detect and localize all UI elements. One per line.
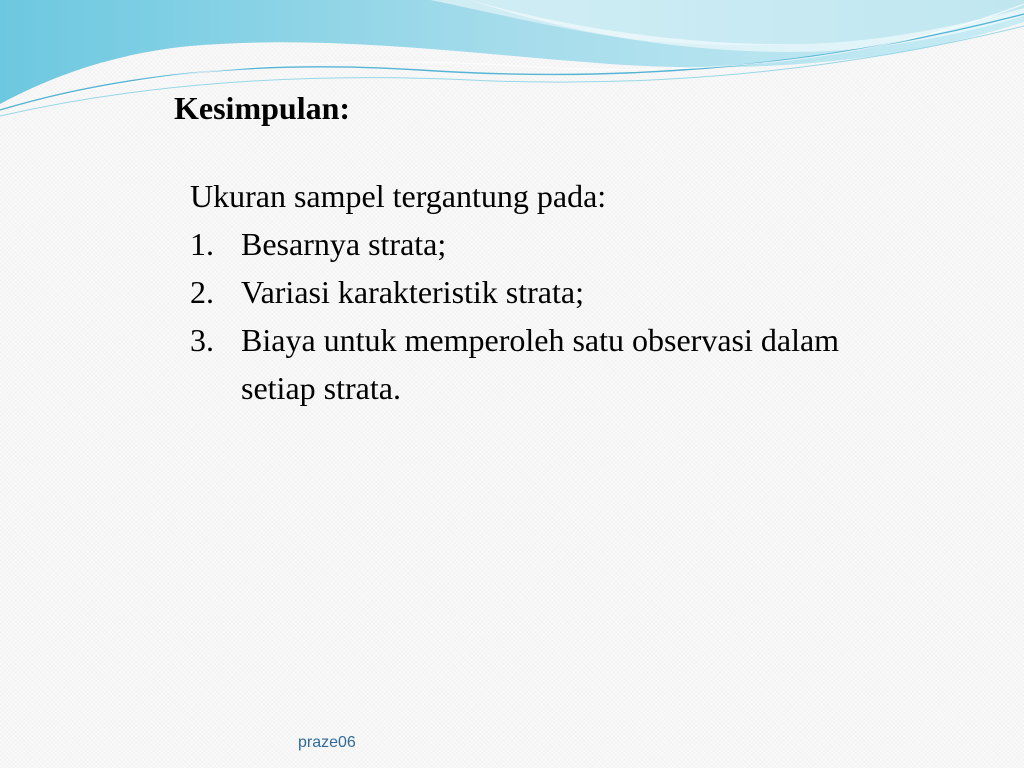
slide-title: Kesimpulan: <box>174 90 351 126</box>
slide-body <box>190 172 910 412</box>
list-item-number: 1. <box>190 226 214 262</box>
footer-text: praze06 <box>298 734 356 751</box>
numbered-list <box>190 220 910 412</box>
list-item <box>190 220 910 268</box>
list-item <box>190 316 910 412</box>
list-item <box>190 268 910 316</box>
intro-text: Ukuran sampel tergantung pada: <box>190 178 607 214</box>
list-item-number: 3. <box>190 322 214 358</box>
list-item-number: 2. <box>190 274 214 310</box>
list-item-text: Besarnya strata; <box>241 226 447 262</box>
header-wave-decoration <box>0 0 1024 130</box>
list-item-text: Variasi karakteristik strata; <box>241 274 584 310</box>
list-item-text: Biaya untuk memperoleh satu observasi dalam setiap strata. <box>241 322 840 406</box>
